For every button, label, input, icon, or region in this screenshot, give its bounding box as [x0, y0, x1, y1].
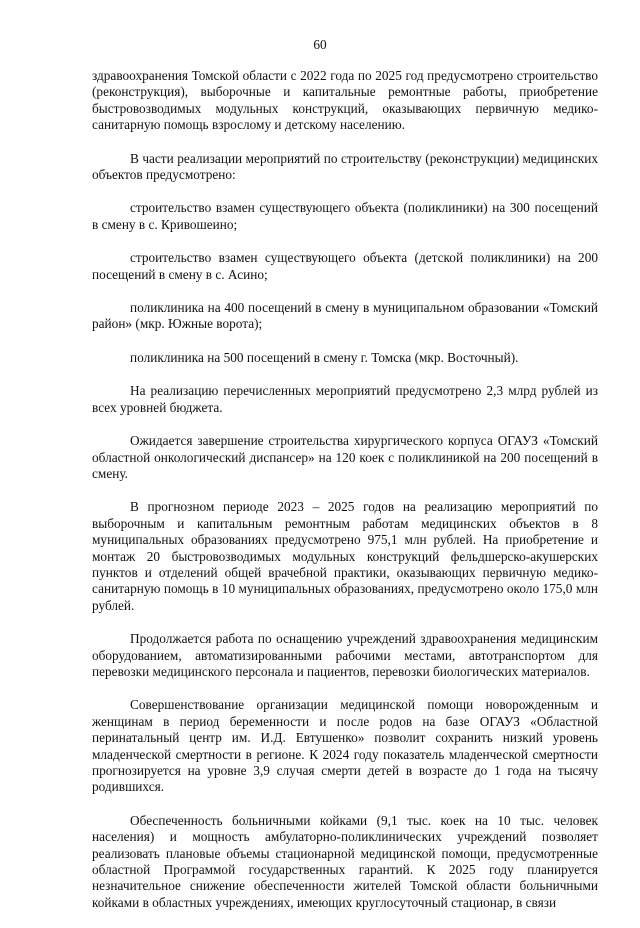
paragraph-hospital-beds: Обеспеченность больничными койками (9,1 тыс. коек на 10 тыс. человек населения) и мощность амбулаторно-поликлинических учреждений позволяет реализовать плановые объемы стационарной медицинской помощи, предусмотренные областной Программой государственных гарантий. К 2025 году планируется незначительное снижение обеспеченности жителей Томской области больничными койками в областных учреждениях, имеющих круглосуточный стационар, в связи — [92, 812, 598, 910]
list-item-asino: строительство взамен существующего объекта (детской поликлиники) на 200 посещений в смену в с. Асино; — [92, 250, 598, 282]
paragraph-construction-intro: В части реализации мероприятий по строительству (реконструкции) медицинских объектов предусмотрено: — [92, 150, 598, 183]
paragraph-budget: На реализацию перечисленных мероприятий предусмотрено 2,3 млрд рублей из всех уровней бюджета. — [92, 383, 598, 415]
paragraph-equipment: Продолжается работа по оснащению учреждений здравоохранения медицинским оборудованием, автоматизированными рабочими местами, автотранспортом для перевозки медицинского персонала и пациентов, перевозки биологических материалов. — [92, 631, 598, 679]
list-item-tomsk-vostochny: поликлиника на 500 посещений в смену г. Томска (мкр. Восточный). — [130, 349, 519, 365]
paragraph-continuation: здравоохранения Томской области с 2022 года по 2025 год предусмотрено строительство (реконструкция), выборочные и капитальные ремонтные работы, приобретение быстровозводимых модульных конструкций, оказывающих первичную медико-санитарную помощь взрослому и детскому населению. — [92, 68, 598, 133]
paragraph-perinatal: Совершенствование организации медицинской помощи новорожденным и женщинам в период беременности и после родов на базе ОГАУЗ «Областной перинатальный центр им. И.Д. Евтушенко» позволит сохранить низкий уровень младенческой смертности в регионе. К 2024 году показатель младенческой смертности прогнозируется на уровне 3,9 случая смерти детей в возрасте до 1 года на тысячу родившихся. — [92, 697, 598, 795]
list-item-krivosheino: строительство взамен существующего объекта (поликлиники) на 300 посещений в смену в с. Кривошеино; — [92, 200, 598, 232]
paragraph-oncology: Ожидается завершение строительства хирургического корпуса ОГАУЗ «Томский областной онкологический диспансер» на 120 коек с поликлиникой на 200 посещений в смену. — [92, 433, 598, 481]
page-number: 60 — [313, 37, 327, 52]
paragraph-forecast: В прогнозном периоде 2023 – 2025 годов на реализацию мероприятий по выборочным и капитальным ремонтным работам медицинских объектов в 8 муниципальных образованиях предусмотрено 975,1 млн рублей. На приобретение и монтаж 20 быстровозводимых модульных конструкций фельдшерско-акушерских пунктов и отделений общей врачебной практики, оказывающих первичную медико-санитарную помощь в 10 муниципальных образованиях, предусмотрено около 175,0 млн рублей. — [92, 499, 598, 613]
body-text — [92, 68, 598, 928]
list-item-tomsk-district: поликлиника на 400 посещений в смену в муниципальном образовании «Томский район» (мкр. Южные ворота); — [92, 300, 598, 332]
